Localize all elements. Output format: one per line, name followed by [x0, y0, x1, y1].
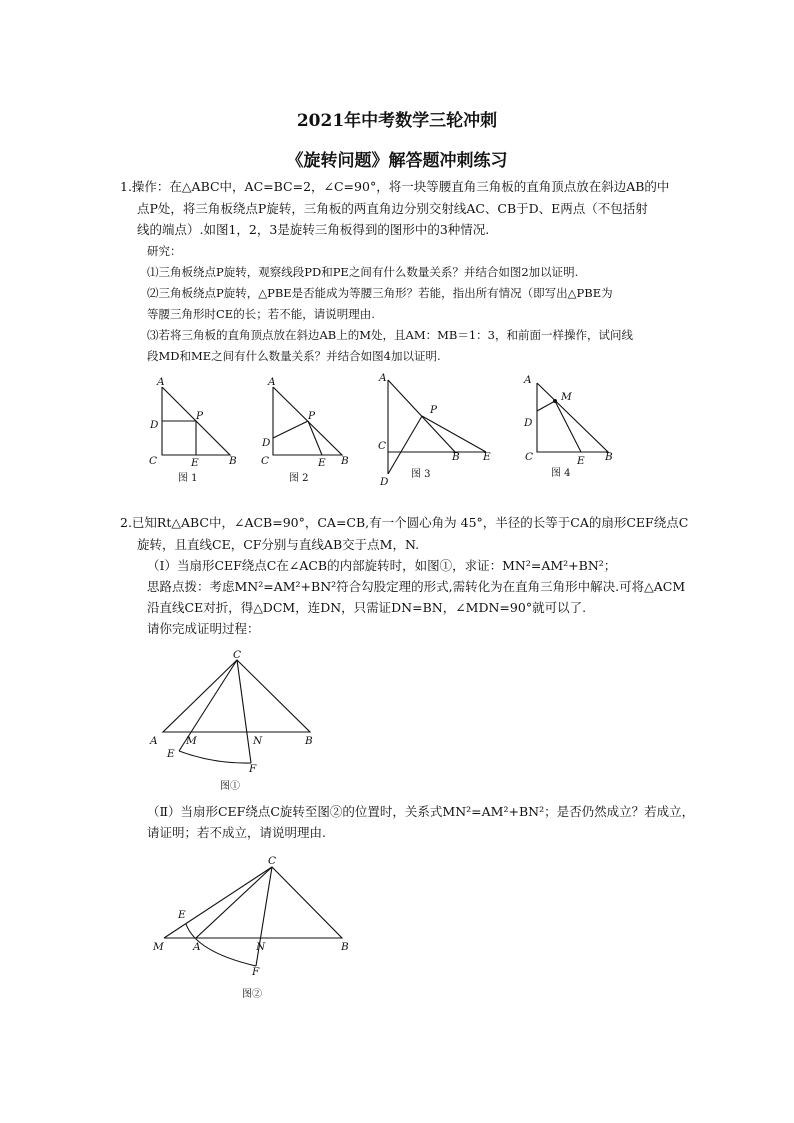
- fig2-label-d: D: [262, 437, 271, 449]
- q1-line3: 线的端点）.如图1，2，3是旋转三角板得到的图形中的3种情况.: [137, 222, 490, 237]
- fig2-caption: 图 2: [289, 473, 309, 484]
- q1-part1: ⑴三角板绕点P旋转，观察线段PD和PE之间有什么数量关系？并结合如图2加以证明.: [147, 265, 579, 279]
- fig-q2-2-label-n: N: [256, 941, 266, 953]
- fig1-label-b: B: [229, 455, 237, 467]
- q2-hint-2: 沿直线CE对折，得△DCM，连DN，只需证DN=BN，∠MDN=90°就可以了.: [147, 600, 587, 615]
- fig4-label-e: E: [577, 455, 585, 467]
- fig-q2-2-label-e: E: [178, 909, 186, 921]
- fig-q2-1-label-n: N: [253, 735, 263, 747]
- q2-part1: （Ⅰ）当扇形CEF绕点C在∠ACB的内部旋转时，如图①，求证：MN²=AM²+BN²；: [147, 558, 617, 573]
- fig1-caption: 图 1: [178, 473, 198, 484]
- q2-line2: 旋转，且直线CE，CF分别与直线AB交于点M，N.: [137, 537, 420, 552]
- q2-hint-1: 思路点拨：考虑MN²=AM²+BN²符合勾股定理的形式,需转化为在直角三角形中解决.可将△ACM: [147, 579, 686, 594]
- fig4-label-m: M: [561, 391, 572, 403]
- q1-part3-a: ⑶若将三角板的直角顶点放在斜边AB上的M处，且AM：MB＝1：3，和前面一样操作，试问线: [147, 328, 633, 342]
- fig1-label-p: P: [196, 410, 204, 422]
- fig-q2-1-caption: 图①: [220, 781, 240, 792]
- fig-q2-1-cf: [237, 660, 251, 763]
- q2-hint-3: 请你完成证明过程：: [147, 621, 260, 636]
- fig-q2-2-caption: 图②: [242, 989, 262, 1000]
- figure-q2-2: [152, 855, 349, 1000]
- fig1-label-c: C: [149, 455, 158, 467]
- fig-q2-1-triangle: [163, 660, 310, 732]
- q1-line2: 点P处，将三角板绕点P旋转，三角板的两直角边分别交射线AC、CB于D、E两点（不包括射: [137, 201, 648, 216]
- fig2-label-b: B: [341, 455, 349, 467]
- q1-part3-b: 段MD和ME之间有什么数量关系？并结合如图4加以证明.: [147, 349, 441, 363]
- fig-q2-2-label-m: M: [153, 941, 164, 953]
- fig-q2-2-label-b: B: [341, 941, 349, 953]
- fig-q2-1-label-f: F: [249, 763, 257, 775]
- fig3-label-e: E: [483, 451, 491, 463]
- q1-part2-b: 等腰三角形时CE的长；若不能，请说明理由.: [147, 307, 375, 321]
- q1-line1: 1.操作：在△ABC中，AC=BC=2，∠C=90°，将一块等腰直角三角板的直角顶点放在斜边AB的中: [120, 179, 670, 194]
- fig-q2-1-label-e: E: [167, 748, 175, 760]
- fig4-label-b: B: [605, 451, 613, 463]
- fig1-label-e: E: [191, 457, 199, 469]
- q1-part2-a: ⑵三角板绕点P旋转，△PBE是否能成为等腰三角形？若能，指出所有情况（即写出△PBE为: [147, 286, 613, 300]
- q2-line1: 2.已知Rt△ABC中，∠ACB=90°，CA=CB,有一个圆心角为 45°，半径的长等于CA的扇形CEF绕点C: [120, 515, 689, 530]
- fig1-label-a: A: [157, 376, 165, 388]
- fig-q2-1-label-b: B: [305, 735, 313, 747]
- fig4-label-d: D: [524, 417, 533, 429]
- fig4-label-a: A: [524, 374, 532, 386]
- q2-part2-b: 请证明；若不成立，请说明理由.: [147, 825, 326, 840]
- q2-part2-a: （Ⅱ）当扇形CEF绕点C旋转至图②的位置时，关系式MN²=AM²+BN²；是否仍然成立？若成立，: [147, 804, 695, 819]
- fig-q2-1-label-m: M: [186, 735, 197, 747]
- fig-q2-1-label-a: A: [150, 735, 158, 747]
- fig-q2-1-label-c: C: [233, 649, 242, 661]
- fig3-label-a: A: [379, 372, 387, 384]
- fig2-label-a: A: [268, 376, 276, 388]
- fig3-label-p: P: [430, 404, 438, 416]
- q1-research: 研究：: [147, 244, 182, 258]
- fig-q2-2-label-c: C: [268, 855, 277, 867]
- fig2-label-c: C: [261, 455, 270, 467]
- fig4-label-c: C: [525, 451, 534, 463]
- fig2-label-p: P: [308, 410, 316, 422]
- page-subtitle: 《旋转问题》解答题冲刺练习: [286, 151, 508, 171]
- fig3-label-d: D: [380, 476, 389, 488]
- page-title: 2021年中考数学三轮冲刺: [296, 111, 498, 131]
- fig3-caption: 图 3: [411, 469, 431, 480]
- fig1-label-d: D: [150, 419, 159, 431]
- fig-q2-2-cm: [164, 867, 272, 938]
- fig3-label-c: C: [378, 440, 387, 452]
- fig-q2-2-label-a: A: [193, 941, 201, 953]
- fig-q2-1-arc: [179, 751, 251, 763]
- fig3-label-b: B: [452, 451, 460, 463]
- fig2-label-e: E: [318, 457, 326, 469]
- figure-q2-1: [149, 649, 313, 792]
- fig-q2-2-label-f: F: [252, 966, 260, 978]
- fig4-caption: 图 4: [551, 468, 571, 479]
